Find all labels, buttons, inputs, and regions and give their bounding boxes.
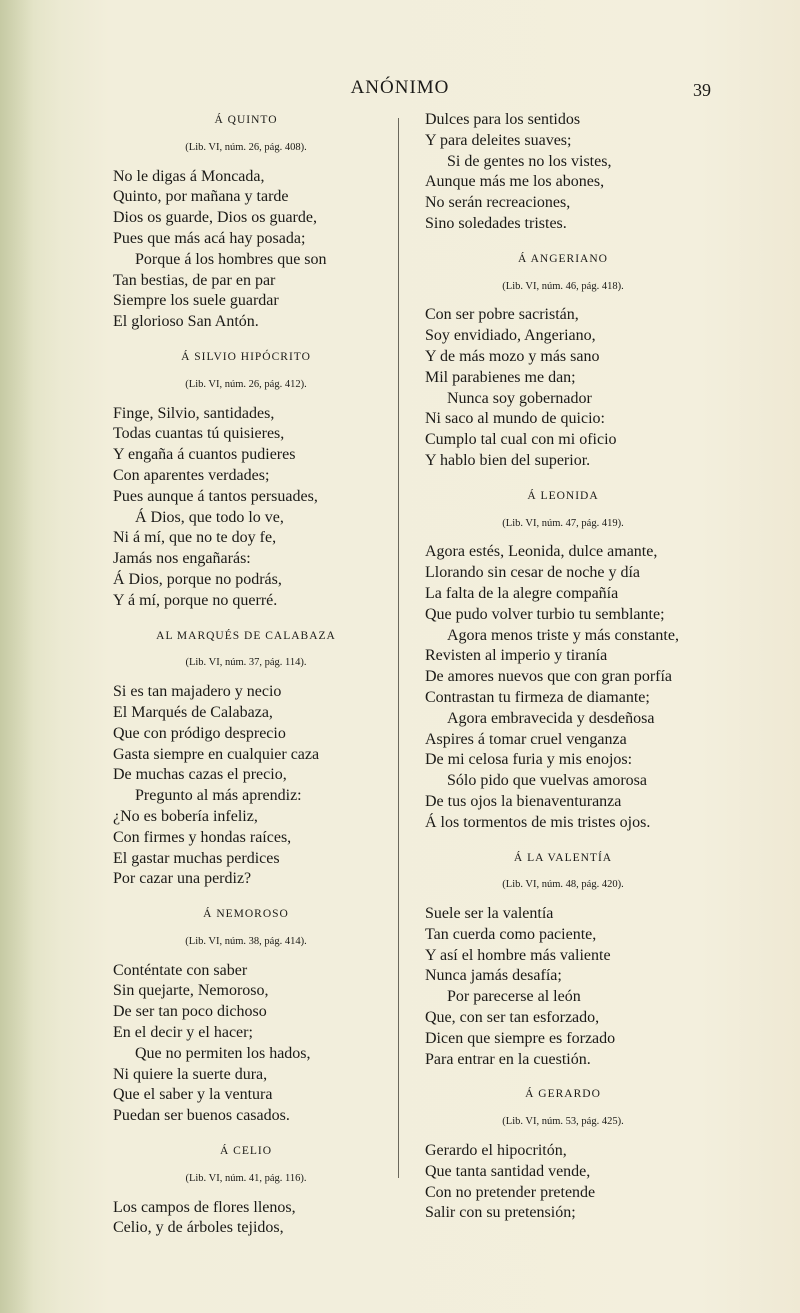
verse-line: Suele ser la valentía	[425, 905, 554, 923]
verse-line: Á Dios, porque no podrás,	[113, 570, 282, 588]
verse-line: Y así el hombre más valiente	[425, 946, 611, 964]
poem	[425, 249, 725, 472]
verse-line: Dios os guarde, Dios os guarde,	[113, 209, 317, 227]
verse-line: Por parecerse al león	[447, 988, 581, 1006]
verse-line: Dulces para los sentidos	[425, 111, 581, 128]
verse-line: Tan bestias, de par en par	[113, 271, 276, 289]
verse-line: Celio, y de árboles tejidos,	[113, 1219, 284, 1237]
verse-line: Y engaña á cuantos pudieres	[113, 446, 296, 464]
verse-line: Agora embravecida y desdeñosa	[447, 709, 655, 727]
verse-line: Ni quiere la suerte dura,	[113, 1065, 268, 1083]
verse-line: Si es tan majadero y necio	[113, 683, 282, 701]
poem	[113, 904, 403, 1127]
verse-line: Que pudo volver turbio tu semblante;	[425, 605, 665, 623]
verse-line: Que tanta santidad vende,	[425, 1162, 591, 1180]
verse-line: Revisten al imperio y tiranía	[425, 647, 608, 665]
poem-title: Á LA VALENTÍA	[513, 851, 613, 864]
verse-line: De tus ojos la bienaventuranza	[425, 792, 622, 810]
poem-reference: (Lib. VI, núm. 37, pág. 114).	[185, 657, 307, 669]
verse-line: Y hablo bien del superior.	[425, 451, 591, 469]
verse-line: De amores nuevos que con gran porfía	[425, 668, 673, 686]
verse-line: Gasta siempre en cualquier caza	[113, 745, 320, 763]
verse-line: De mi celosa furia y mis enojos:	[425, 751, 633, 769]
verse-line: De ser tan poco dichoso	[113, 1003, 267, 1021]
running-head: ANÓNIMO	[350, 77, 450, 98]
verse-line: Sino soledades tristes.	[425, 214, 567, 232]
verse-line: Salir con su pretensión;	[425, 1204, 576, 1222]
verse-line: Llorando sin cesar de noche y día	[425, 564, 641, 582]
verse-line: ¿No es bobería infeliz,	[113, 807, 258, 825]
verse-line: Por cazar una perdiz?	[113, 870, 252, 888]
verse-line: Si de gentes no los vistes,	[447, 152, 612, 170]
verse-line: Porque á los hombres que son	[135, 250, 327, 268]
poem-title: Á CELIO	[219, 1145, 273, 1158]
verse-line: Aspires á tomar cruel venganza	[425, 730, 627, 748]
verse-line: El Marqués de Calabaza,	[113, 703, 273, 721]
verse-line: Gerardo el hipocritón,	[425, 1142, 567, 1160]
poem-title: Á NEMOROSO	[203, 908, 289, 921]
poem-reference: (Lib. VI, núm. 48, pág. 420).	[502, 879, 624, 891]
verse-line: Quinto, por mañana y tarde	[113, 188, 289, 206]
poem-reference: (Lib. VI, núm. 41, pág. 116).	[185, 1172, 307, 1184]
poem	[425, 848, 725, 1071]
poem-reference: (Lib. VI, núm. 26, pág. 408).	[185, 141, 307, 153]
poem-reference: (Lib. VI, núm. 26, pág. 412).	[185, 378, 307, 390]
verse-line: Que el saber y la ventura	[113, 1086, 273, 1104]
poem	[113, 110, 403, 333]
verse-line: Que no permiten los hados,	[135, 1044, 311, 1062]
poem-title: AL MARQUÉS DE CALABAZA	[156, 629, 336, 642]
verse-line: Sólo pido que vuelvas amorosa	[447, 772, 647, 790]
verse-line: Aunque más me los abones,	[425, 173, 605, 191]
verse-line: Mil parabienes me dan;	[425, 368, 576, 386]
verse-line: El glorioso San Antón.	[113, 313, 259, 331]
verse-line: Que con pródigo desprecio	[113, 724, 286, 742]
verse-line: Con no pretender pretende	[425, 1183, 596, 1201]
poem-reference: (Lib. VI, núm. 47, pág. 419).	[502, 517, 624, 529]
verse-line: Contrastan tu firmeza de diamante;	[425, 688, 650, 706]
verse-line: Nunca jamás desafía;	[425, 967, 562, 985]
verse-line: Dicen que siempre es forzado	[425, 1029, 616, 1047]
page-number: 39	[693, 80, 711, 100]
verse-line: Pregunto al más aprendiz:	[135, 787, 302, 805]
verse-line: Cumplo tal cual con mi oficio	[425, 431, 617, 449]
verse-line: No serán recreaciones,	[425, 194, 571, 212]
verse-line: Agora menos triste y más constante,	[447, 626, 679, 644]
poem	[113, 1141, 403, 1239]
verse-line: Finge, Silvio, santidades,	[113, 404, 275, 422]
poem-title: Á SILVIO HIPÓCRITO	[181, 350, 311, 363]
poem	[425, 110, 725, 235]
verse-line: Para entrar en la cuestión.	[425, 1050, 591, 1068]
poem-reference: (Lib. VI, núm. 38, pág. 414).	[185, 935, 307, 947]
poem-reference: (Lib. VI, núm. 46, pág. 418).	[502, 280, 624, 292]
page-edge-shading	[0, 0, 60, 1313]
verse-line: Pues que más acá hay posada;	[113, 229, 306, 247]
verse-line: Y para deleites suaves;	[425, 131, 572, 149]
verse-line: De muchas cazas el precio,	[113, 766, 287, 784]
verse-line: Ni saco al mundo de quicio:	[425, 410, 605, 428]
verse-line: Á los tormentos de mis tristes ojos.	[425, 813, 651, 831]
poem	[113, 626, 403, 891]
verse-line: No le digas á Moncada,	[113, 167, 265, 185]
verse-line: Con aparentes verdades;	[113, 466, 270, 484]
verse-line: En el decir y el hacer;	[113, 1024, 253, 1042]
verse-line: Tan cuerda como paciente,	[425, 925, 597, 943]
verse-line: Siempre los suele guardar	[113, 292, 279, 310]
verse-line: Nunca soy gobernador	[447, 389, 592, 407]
poem-title: Á GERARDO	[525, 1088, 601, 1101]
verse-line: Puedan ser buenos casados.	[113, 1107, 290, 1125]
poem-title: Á ANGERIANO	[518, 252, 608, 265]
verse-line: Agora estés, Leonida, dulce amante,	[425, 543, 658, 561]
poem-title: Á QUINTO	[214, 114, 278, 126]
verse-line: Pues aunque á tantos persuades,	[113, 487, 318, 505]
verse-line: Con firmes y hondas raíces,	[113, 828, 292, 846]
verse-line: Todas cuantas tú quisieres,	[113, 425, 285, 443]
verse-line: Conténtate con saber	[113, 961, 248, 979]
poem	[113, 347, 403, 612]
verse-line: Sin quejarte, Nemoroso,	[113, 982, 269, 1000]
right-column	[425, 110, 725, 1238]
poem	[425, 1084, 725, 1224]
verse-line: El gastar muchas perdices	[113, 849, 280, 867]
poem-reference: (Lib. VI, núm. 53, pág. 425).	[502, 1116, 624, 1128]
verse-line: Con ser pobre sacristán,	[425, 306, 579, 324]
verse-line: Soy envidiado, Angeriano,	[425, 327, 596, 345]
verse-line: Jamás nos engañarás:	[113, 550, 251, 568]
verse-line: Á Dios, que todo lo ve,	[135, 508, 284, 526]
poem-title: Á LEONIDA	[527, 489, 599, 502]
verse-line: Ni á mí, que no te doy fe,	[113, 529, 277, 547]
poem	[425, 486, 725, 834]
verse-line: Y de más mozo y más sano	[425, 347, 600, 365]
verse-line: Y á mí, porque no querré.	[113, 591, 278, 609]
verse-line: Los campos de flores llenos,	[113, 1198, 296, 1216]
verse-line: La falta de la alegre compañía	[425, 584, 619, 602]
left-column	[113, 110, 403, 1253]
verse-line: Que, con ser tan esforzado,	[425, 1009, 600, 1027]
